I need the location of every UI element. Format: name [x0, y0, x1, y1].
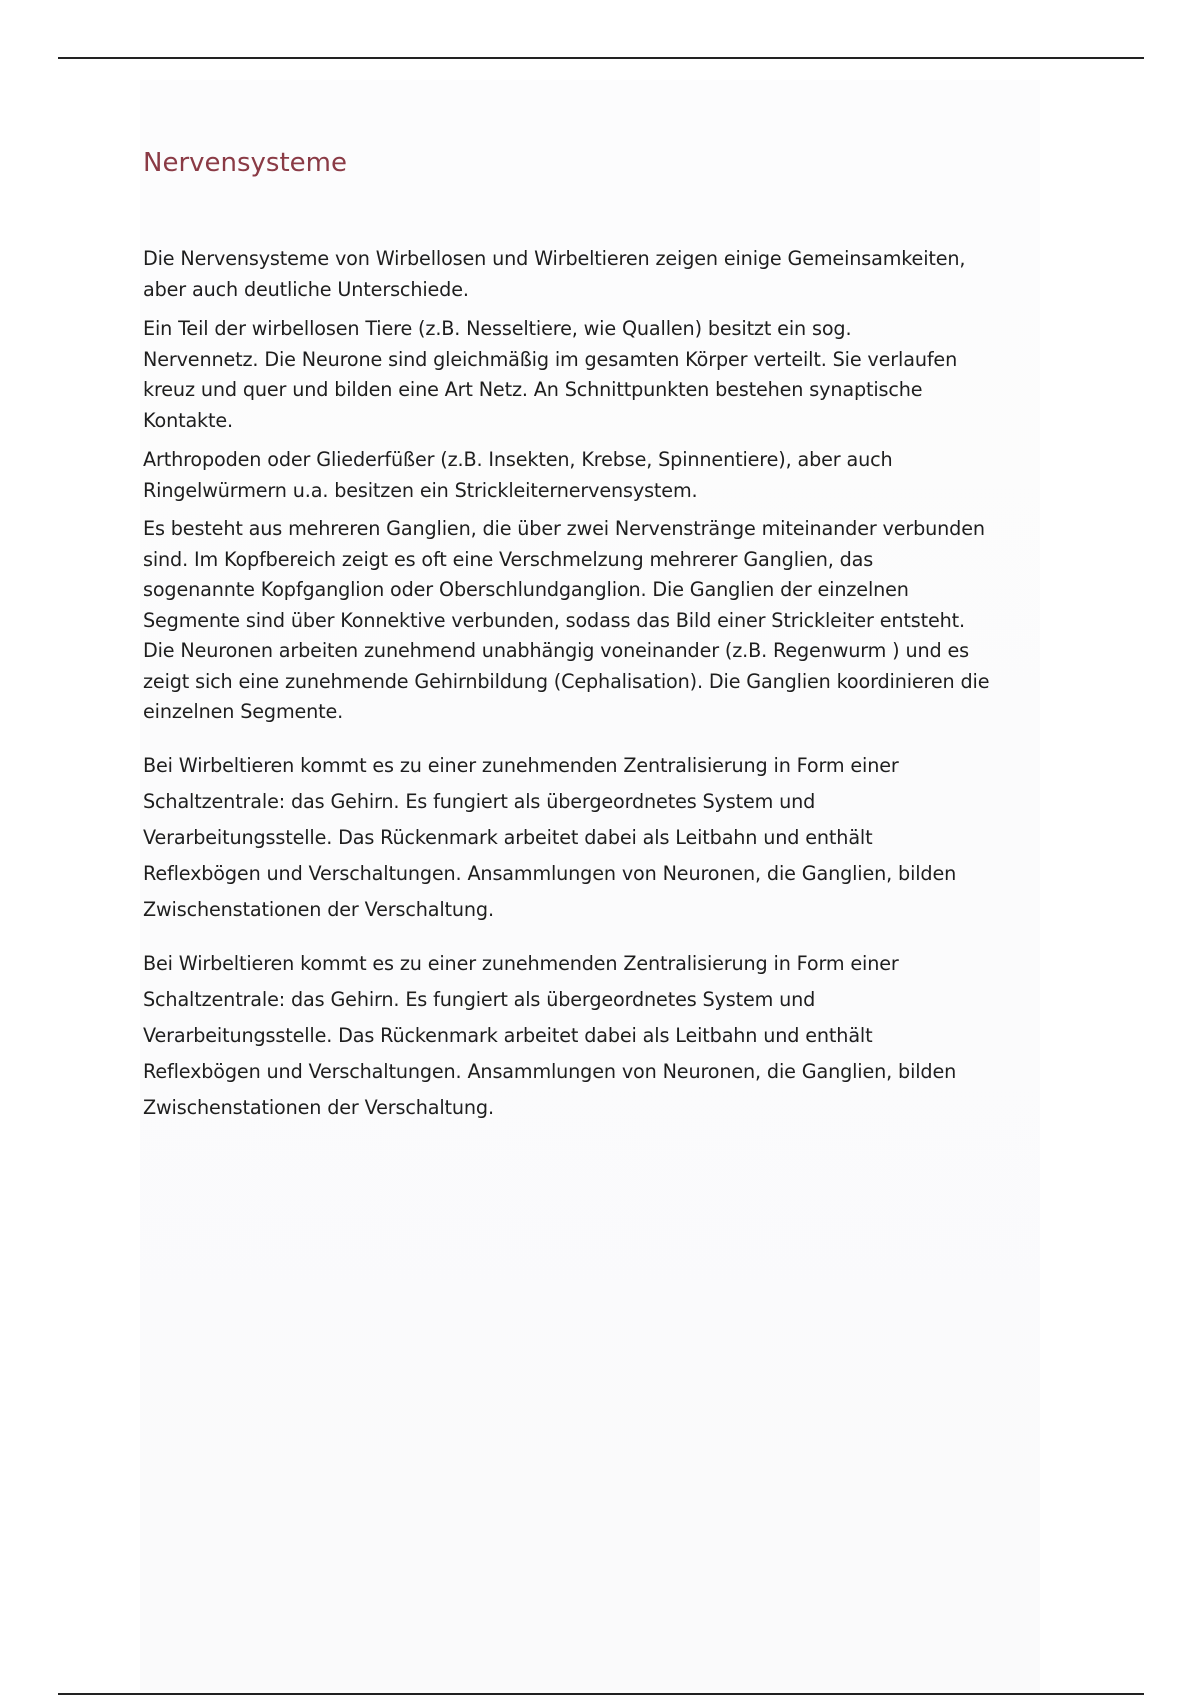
paragraph-intro — [143, 244, 1073, 305]
top-divider — [58, 57, 1144, 59]
paragraph-strickleiter — [143, 514, 1073, 728]
text-line: Reflexbögen und Verschaltungen. Ansammlungen von Neuronen, die Ganglien, bilden — [143, 861, 957, 885]
text-line: Zwischenstationen der Verschaltung. — [143, 897, 494, 921]
text-line: Zwischenstationen der Verschaltung. — [143, 1095, 494, 1119]
text-line: sogenannte Kopfganglion oder Oberschlundganglion. Die Ganglien der einzelnen — [143, 578, 909, 601]
text-line: Verarbeitungsstelle. Das Rückenmark arbeitet dabei als Leitbahn und enthält — [143, 825, 873, 849]
bottom-divider — [58, 1693, 1144, 1695]
text-line: einzelnen Segmente. — [143, 700, 344, 723]
page-title: Nervensysteme — [143, 148, 347, 178]
text-line: Die Neuronen arbeiten zunehmend unabhängig voneinander (z.B. Regenwurm ) und es — [143, 639, 969, 662]
text-line: Die Nervensysteme von Wirbellosen und Wirbeltieren zeigen einige Gemeinsamkeiten, — [143, 247, 966, 270]
text-line: zeigt sich eine zunehmende Gehirnbildung (Cephalisation). Die Ganglien koordinieren die — [143, 669, 990, 693]
paragraph-arthropoden — [143, 445, 1073, 506]
text-line: Bei Wirbeltieren kommt es zu einer zunehmenden Zentralisierung in Form einer — [143, 753, 899, 777]
paragraph-wirbeltiere-repeat — [143, 946, 1073, 1126]
text-line: Segmente sind über Konnektive verbunden, sodass das Bild einer Strickleiter entsteht. — [143, 608, 965, 632]
text-line: Nervennetz. Die Neurone sind gleichmäßig im gesamten Körper verteilt. Sie verlaufen — [143, 347, 958, 371]
text-line: Ringelwürmern u.a. besitzen ein Strickleiternervensystem. — [143, 478, 698, 502]
text-line: Kontakte. — [143, 408, 233, 432]
text-line: sind. Im Kopfbereich zeigt es oft eine Verschmelzung mehrerer Ganglien, das — [143, 547, 874, 571]
text-line: kreuz und quer und bilden eine Art Netz. An Schnittpunkten bestehen synaptische — [143, 378, 923, 401]
text-line: Reflexbögen und Verschaltungen. Ansammlungen von Neuronen, die Ganglien, bilden — [143, 1059, 957, 1083]
text-line: Ein Teil der wirbellosen Tiere (z.B. Nesseltiere, wie Quallen) besitzt ein sog. — [143, 317, 852, 340]
text-line: aber auch deutliche Unterschiede. — [143, 277, 469, 301]
document-body — [143, 244, 1073, 1126]
text-line: Schaltzentrale: das Gehirn. Es fungiert als übergeordnetes System und — [143, 789, 816, 813]
text-line: Arthropoden oder Gliederfüßer (z.B. Insekten, Krebse, Spinnentiere), aber auch — [143, 448, 893, 471]
paragraph-wirbeltiere — [143, 748, 1073, 928]
text-line: Bei Wirbeltieren kommt es zu einer zunehmenden Zentralisierung in Form einer — [143, 951, 899, 975]
text-line: Schaltzentrale: das Gehirn. Es fungiert als übergeordnetes System und — [143, 987, 816, 1011]
paragraph-nervennetz — [143, 314, 1073, 436]
text-line: Verarbeitungsstelle. Das Rückenmark arbeitet dabei als Leitbahn und enthält — [143, 1023, 873, 1047]
text-line: Es besteht aus mehreren Ganglien, die über zwei Nervenstränge miteinander verbunden — [143, 517, 985, 540]
